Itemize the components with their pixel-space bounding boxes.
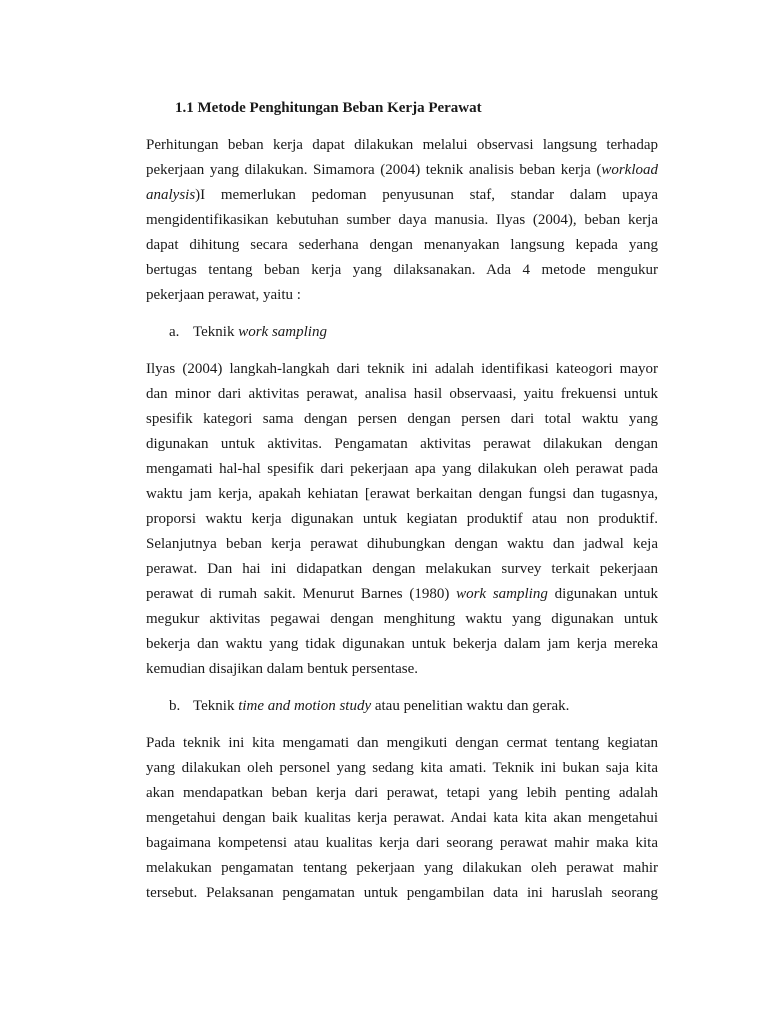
list-item-text: Teknik work sampling xyxy=(193,324,327,340)
text-line: digunakan untuk aktivitas. Pengamatan aktivitas perawat dilakukan dengan xyxy=(146,436,658,452)
text-line: yang dilakukan oleh personel yang sedang kita amati. Teknik ini bukan saja kita xyxy=(146,760,658,776)
list-item-b xyxy=(146,694,658,719)
italic-term: work sampling xyxy=(238,324,327,340)
text-line: Pada teknik ini kita mengamati dan mengikuti dengan cermat tentang kegiatan xyxy=(146,735,658,751)
text-line: pekerjaan yang dilakukan. Simamora (2004) teknik analisis beban kerja (workload xyxy=(146,162,658,178)
text-line: bekerja dan waktu yang tidak digunakan untuk bekerja dalam jam kerja mereka xyxy=(146,636,658,652)
text-line: mengetahui dengan baik kualitas kerja perawat. Andai kata kita akan mengetahui xyxy=(146,810,658,826)
list-marker: a. xyxy=(169,324,180,340)
text-line: dan minor dari aktivitas perawat, analisa hasil observaasi, yaitu frekuensi untuk xyxy=(146,386,658,402)
italic-term: analysis xyxy=(146,187,196,203)
text-line: mengamati hal-hal spesifik dari pekerjaan apa yang dilakukan oleh perawat pada xyxy=(146,461,658,477)
text-line: tersebut. Pelaksanan pengamatan untuk pengambilan data ini haruslah seorang xyxy=(146,885,658,901)
text-line: Perhitungan beban kerja dapat dilakukan melalui observasi langsung terhadap xyxy=(146,137,658,153)
text-line: mengidentifikasikan kebutuhan sumber daya manusia. Ilyas (2004), beban kerja xyxy=(146,212,658,228)
text-line: bagaimana kompetensi atau kualitas kerja dari seorang perawat mahir maka kita xyxy=(146,835,658,851)
text-line: bertugas tentang beban kerja yang dilaksanakan. Ada 4 metode mengukur xyxy=(146,262,658,278)
paragraph-intro xyxy=(146,133,658,308)
text-line: Selanjutnya beban kerja perawat dihubungkan dengan waktu dan jadwal keja xyxy=(146,536,658,552)
text-line: Ilyas (2004) langkah-langkah dari teknik ini adalah identifikasi kateogori mayor xyxy=(146,361,658,377)
italic-term: workload xyxy=(601,162,658,178)
section-heading: 1.1 Metode Penghitungan Beban Kerja Perawat xyxy=(175,100,482,116)
list-item-text: Teknik time and motion study atau penelitian waktu dan gerak. xyxy=(193,698,570,714)
text-line: perawat di rumah sakit. Menurut Barnes (1980) work sampling digunakan untuk xyxy=(146,586,658,602)
text-line: perawat. Dan hai ini didapatkan dengan melakukan survey terkait pekerjaan xyxy=(146,561,658,577)
text-line: spesifik kategori sama dengan persen dengan persen dari total waktu yang xyxy=(146,411,658,427)
text-line: pekerjaan perawat, yaitu : xyxy=(146,287,301,303)
italic-term: time and motion study xyxy=(238,698,372,714)
text-line: analysis)I memerlukan pedoman penyusunan staf, standar dalam upaya xyxy=(146,187,658,203)
list-item-a xyxy=(146,320,658,345)
paragraph-work-sampling xyxy=(146,357,658,682)
list-marker: b. xyxy=(169,698,181,714)
text-line: waktu jam kerja, apakah kehiatan [erawat berkaitan dengan fungsi dan tugasnya, xyxy=(146,486,658,502)
text-line: proporsi waktu kerja digunakan untuk kegiatan produktif atau non produktif. xyxy=(146,511,658,527)
text-line: megukur aktivitas pegawai dengan menghitung waktu yang digunakan untuk xyxy=(146,611,658,627)
text-line: dapat dihitung secara sederhana dengan menanyakan langsung kepada yang xyxy=(146,237,658,253)
document-page xyxy=(146,96,658,906)
text-line: kemudian disajikan dalam bentuk persentase. xyxy=(146,661,418,677)
italic-term: work sampling xyxy=(456,586,548,602)
text-line: akan mendapatkan beban kerja dari perawat, tetapi yang lebih penting adalah xyxy=(146,785,658,801)
paragraph-time-motion xyxy=(146,731,658,906)
text-line: melakukan pengamatan tentang pekerjaan yang dilakukan oleh perawat mahir xyxy=(146,860,658,876)
